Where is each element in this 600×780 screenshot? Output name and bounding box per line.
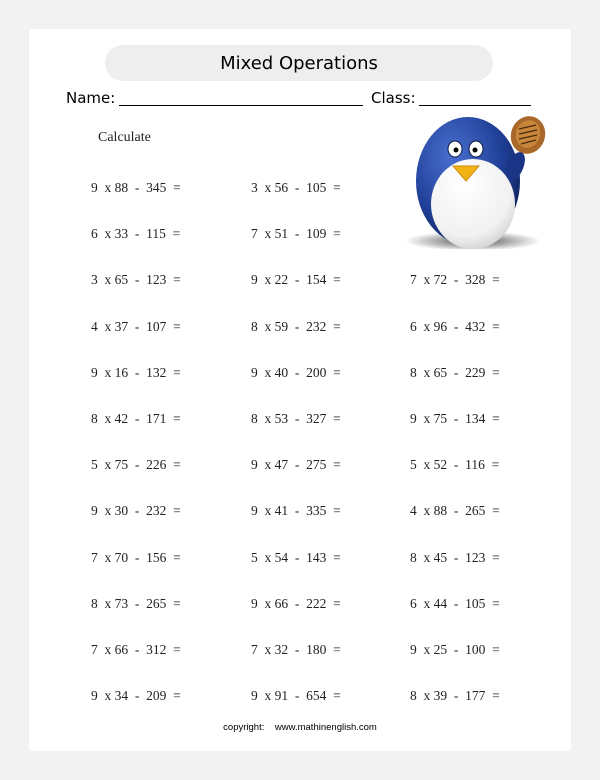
problem-r9-c2: 5 x 54 - 143 = [251, 550, 341, 565]
problem-r8-c1: 9 x 30 - 232 = [91, 503, 181, 518]
class-field-line[interactable] [419, 105, 531, 106]
name-label: Name: [66, 89, 116, 107]
problem-r2-c2: 7 x 51 - 109 = [251, 226, 341, 241]
problem-r5-c1: 9 x 16 - 132 = [91, 365, 181, 380]
problem-r4-c1: 4 x 37 - 107 = [91, 319, 181, 334]
problem-r9-c1: 7 x 70 - 156 = [91, 550, 181, 565]
problem-r1-c2: 3 x 56 - 105 = [251, 180, 341, 195]
problem-r5-c2: 9 x 40 - 200 = [251, 365, 341, 380]
problem-r11-c2: 7 x 32 - 180 = [251, 642, 341, 657]
problem-r5-c3: 8 x 65 - 229 = [410, 365, 500, 380]
problem-r4-c2: 8 x 59 - 232 = [251, 319, 341, 334]
problem-r4-c3: 6 x 96 - 432 = [410, 319, 500, 334]
name-field-line[interactable] [119, 105, 363, 106]
problem-r3-c2: 9 x 22 - 154 = [251, 272, 341, 287]
problem-r11-c1: 7 x 66 - 312 = [91, 642, 181, 657]
problem-r12-c1: 9 x 34 - 209 = [91, 688, 181, 703]
problem-r2-c1: 6 x 33 - 115 = [91, 226, 181, 241]
problem-r12-c3: 8 x 39 - 177 = [410, 688, 500, 703]
problem-r6-c1: 8 x 42 - 171 = [91, 411, 181, 426]
problem-r8-c2: 9 x 41 - 335 = [251, 503, 341, 518]
problem-r3-c1: 3 x 65 - 123 = [91, 272, 181, 287]
penguin-illustration [403, 109, 549, 249]
problem-r12-c2: 9 x 91 - 654 = [251, 688, 341, 703]
instruction-text: Calculate [98, 130, 151, 145]
copyright-notice: copyright: www.mathinenglish.com [223, 722, 377, 733]
problem-r1-c1: 9 x 88 - 345 = [91, 180, 181, 195]
worksheet-title: Mixed Operations [105, 45, 493, 81]
problem-r7-c3: 5 x 52 - 116 = [410, 457, 500, 472]
problem-r10-c2: 9 x 66 - 222 = [251, 596, 341, 611]
problem-r6-c2: 8 x 53 - 327 = [251, 411, 341, 426]
problem-r6-c3: 9 x 75 - 134 = [410, 411, 500, 426]
problem-r3-c3: 7 x 72 - 328 = [410, 272, 500, 287]
problem-r7-c1: 5 x 75 - 226 = [91, 457, 181, 472]
problem-r10-c3: 6 x 44 - 105 = [410, 596, 500, 611]
problem-r9-c3: 8 x 45 - 123 = [410, 550, 500, 565]
problem-r7-c2: 9 x 47 - 275 = [251, 457, 341, 472]
worksheet-page [29, 29, 571, 751]
problem-r8-c3: 4 x 88 - 265 = [410, 503, 500, 518]
problem-r11-c3: 9 x 25 - 100 = [410, 642, 500, 657]
problem-r10-c1: 8 x 73 - 265 = [91, 596, 181, 611]
class-label: Class: [371, 89, 416, 107]
